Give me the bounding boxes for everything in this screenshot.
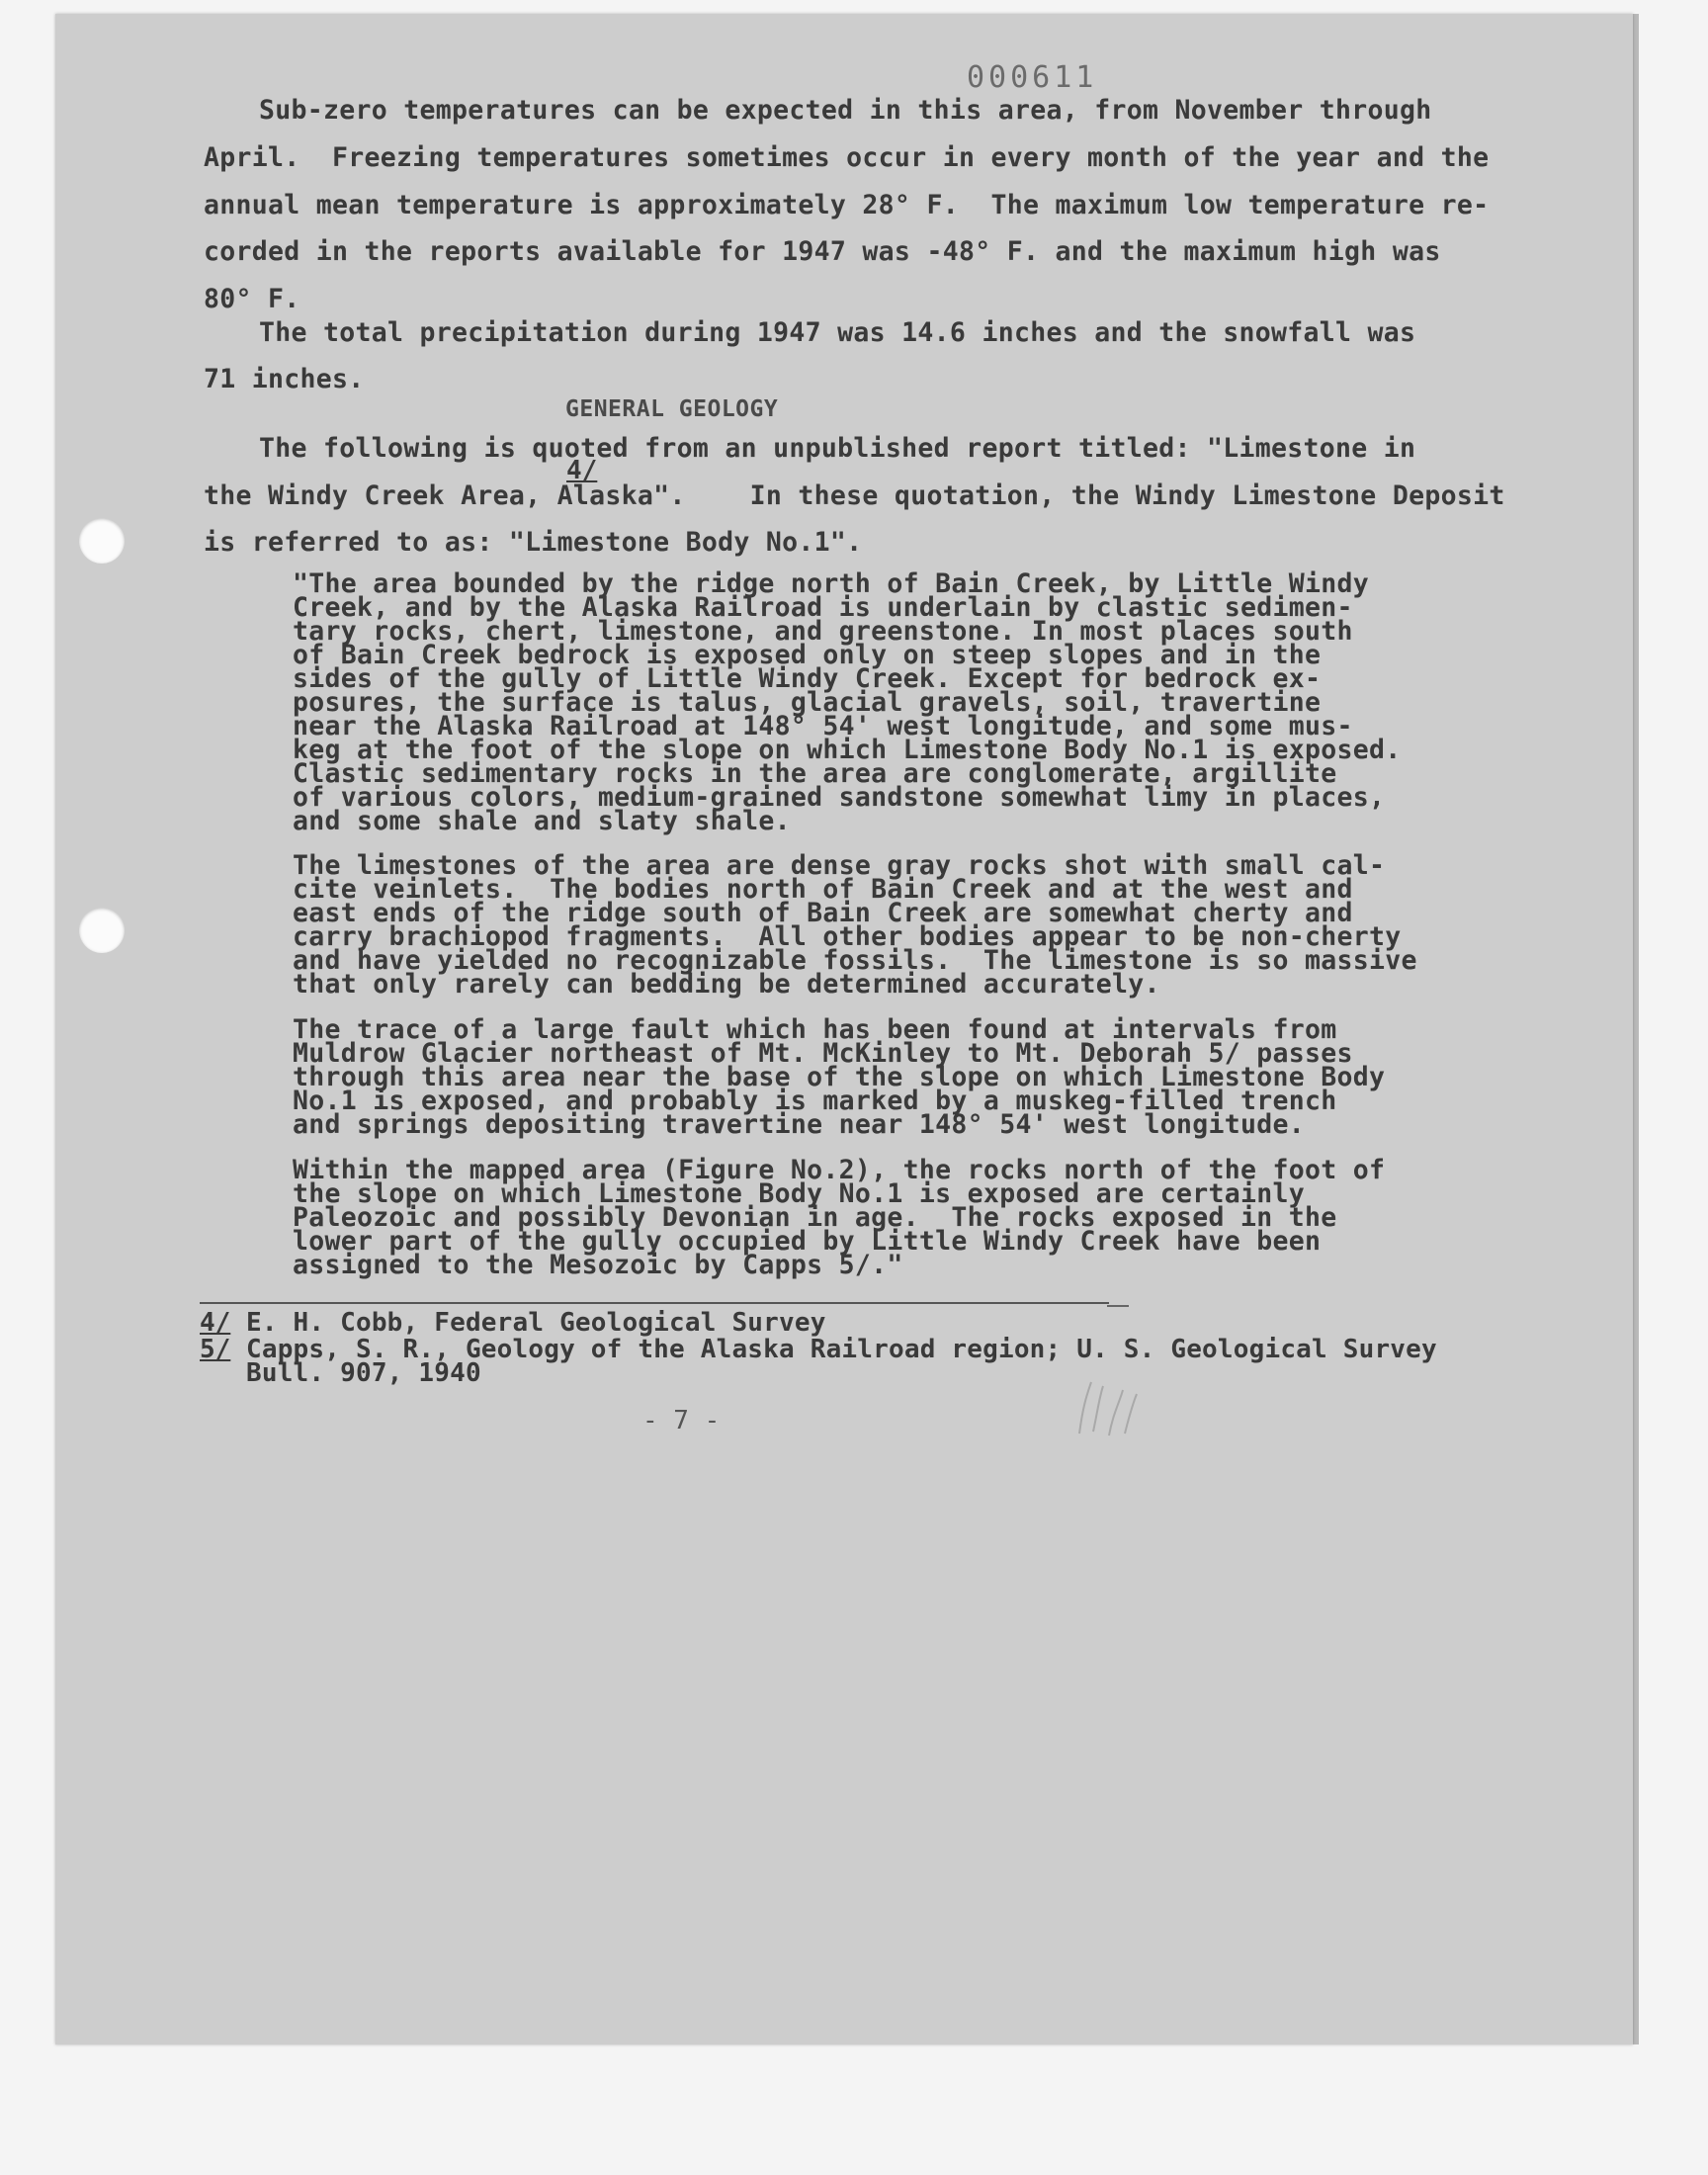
body-line: annual mean temperature is approximately 28° F. The maximum low temperature re- [204,190,1490,220]
section-heading: GENERAL GEOLOGY [565,396,779,422]
document-page [55,14,1633,2044]
quote-line: sides of the gully of Little Windy Creek. Except for bedrock ex- [293,663,1322,694]
intro-line: is referred to as: "Limestone Body No.1". [204,527,863,558]
page-edge-shadow [1633,14,1639,2044]
quote-line: near the Alaska Railroad at 148° 54' west longitude, and some mus- [293,711,1353,741]
body-line: April. Freezing temperatures sometimes occur in every month of the year and the [204,142,1490,173]
body-line: Sub-zero temperatures can be expected in this area, from November through [259,95,1432,126]
handwritten-mark [1073,1374,1153,1443]
quote-line: keg at the foot of the slope on which Limestone Body No.1 is exposed. [293,735,1402,765]
intro-line: the Windy Creek Area, Alaska". In these quotation, the Windy Limestone Deposit [204,480,1505,511]
body-line: 71 inches. [204,364,365,394]
body-line: corded in the reports available for 1947 was -48° F. and the maximum high was [204,236,1441,267]
document-stamp-number: 000611 [967,60,1098,95]
quote-line: The trace of a large fault which has been found at intervals from [293,1014,1337,1045]
quote-line: of various colors, medium-grained sandstone somewhat limy in places, [293,782,1386,813]
footnote-reference-4: 4/ [566,456,598,485]
quote-line: Paleozoic and possibly Devonian in age. The rocks exposed in the [293,1202,1337,1233]
body-line: The total precipitation during 1947 was 14.6 inches and the snowfall was [259,317,1416,348]
quote-line: Muldrow Glacier northeast of Mt. McKinley to Mt. Deborah 5/ passes [293,1038,1353,1069]
footnote-text: E. H. Cobb, Federal Geological Survey [246,1308,826,1338]
quote-line: Within the mapped area (Figure No.2), the rocks north of the foot of [293,1155,1386,1185]
footnote-text: Capps, S. R., Geology of the Alaska Railroad region; U. S. Geological Survey [246,1335,1437,1364]
intro-line: The following is quoted from an unpublished report titled: "Limestone in [259,433,1416,464]
quote-line: through this area near the base of the slope on which Limestone Body [293,1062,1386,1092]
quote-line: and have yielded no recognizable fossils. The limestone is so massive [293,945,1417,976]
quote-line: tary rocks, chert, limestone, and greenstone. In most places south [293,616,1353,647]
quote-line: "The area bounded by the ridge north of Bain Creek, by Little Windy [293,568,1370,599]
quote-line: that only rarely can bedding be determined accurately. [293,969,1160,1000]
footnote-text: Bull. 907, 1940 [246,1358,481,1388]
quote-line: and springs depositing travertine near 148° 54' west longitude. [293,1109,1306,1140]
footnote-divider [200,1302,1109,1304]
punch-hole-top [79,518,125,564]
quote-line: the slope on which Limestone Body No.1 is exposed are certainly [293,1178,1306,1209]
quote-line: cite veinlets. The bodies north of Bain Creek and at the west and [293,874,1353,905]
quote-line: and some shale and slaty shale. [293,806,791,836]
quote-line: of Bain Creek bedrock is exposed only on steep slopes and in the [293,640,1322,670]
quote-line: lower part of the gully occupied by Little Windy Creek have been [293,1226,1322,1257]
quote-line: posures, the surface is talus, glacial gravels, soil, travertine [293,687,1322,718]
quote-line: east ends of the ridge south of Bain Creek are somewhat cherty and [293,898,1353,928]
body-line: 80° F. [204,284,300,314]
footnote-mark: 5/ [200,1335,231,1364]
quote-line: carry brachiopod fragments. All other bodies appear to be non-cherty [293,921,1402,952]
punch-hole-bottom [79,908,125,953]
footnote-divider-tail [1107,1305,1129,1307]
quote-line: No.1 is exposed, and probably is marked by a muskeg-filled trench [293,1086,1337,1116]
footnote-mark: 4/ [200,1308,231,1338]
quote-line: Clastic sedimentary rocks in the area are conglomerate, argillite [293,758,1337,789]
quote-line: The limestones of the area are dense gray rocks shot with small cal- [293,850,1386,881]
quote-line: assigned to the Mesozoic by Capps 5/." [293,1250,903,1280]
page-number: - 7 - [642,1406,721,1436]
quote-line: Creek, and by the Alaska Railroad is underlain by clastic sedimen- [293,592,1353,623]
